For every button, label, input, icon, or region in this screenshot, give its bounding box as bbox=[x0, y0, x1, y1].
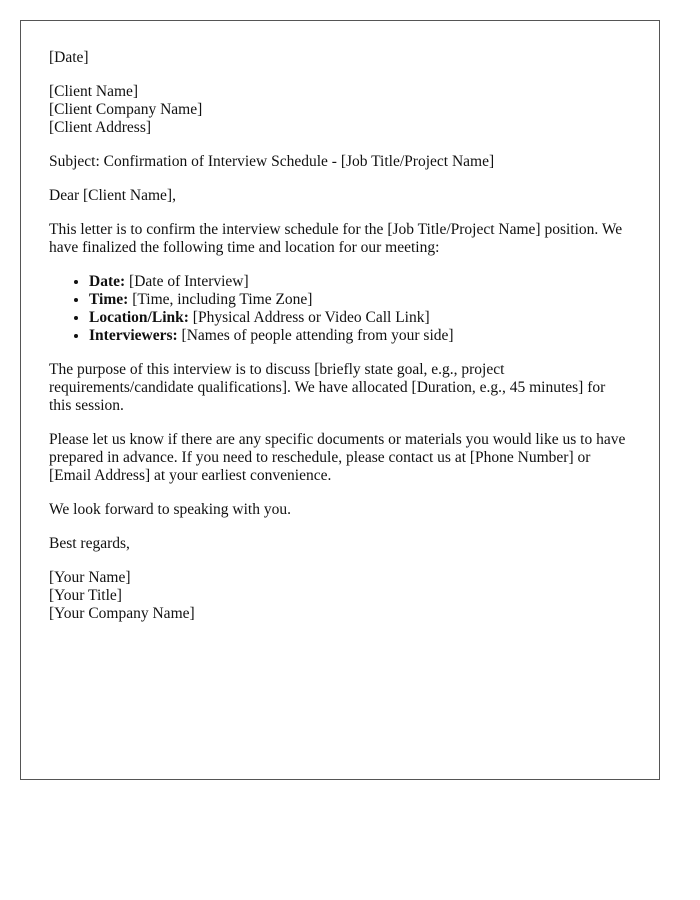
sender-block bbox=[49, 569, 631, 623]
detail-value-date: [Date of Interview] bbox=[125, 273, 249, 290]
detail-label-location: Location/Link: bbox=[89, 309, 189, 326]
letter-salutation: Dear [Client Name], bbox=[49, 187, 176, 204]
detail-label-time: Time: bbox=[89, 291, 129, 308]
detail-value-location: [Physical Address or Video Call Link] bbox=[188, 309, 430, 326]
list-item bbox=[89, 309, 631, 327]
intro-paragraph: This letter is to confirm the interview schedule for the [Job Title/Project Name] position. We have finalized the following time and location for our meeting: bbox=[49, 221, 623, 256]
closing-line: We look forward to speaking with you. bbox=[49, 501, 291, 518]
signoff: Best regards, bbox=[49, 535, 130, 552]
detail-value-interviewers: [Names of people attending from your side] bbox=[177, 327, 454, 344]
recipient-address: [Client Address] bbox=[49, 119, 152, 136]
sender-company: [Your Company Name] bbox=[49, 605, 195, 622]
list-item bbox=[89, 327, 631, 345]
documents-paragraph: Please let us know if there are any specific documents or materials you would like us to have prepared in advance. If you need to reschedule, please contact us at [Phone Number] or [Email Address] at your earliest convenience. bbox=[49, 431, 626, 484]
letter-subject: Subject: Confirmation of Interview Schedule - [Job Title/Project Name] bbox=[49, 153, 495, 170]
letter-date: [Date] bbox=[49, 49, 89, 66]
detail-label-interviewers: Interviewers: bbox=[89, 327, 178, 344]
recipient-name: [Client Name] bbox=[49, 83, 139, 100]
recipient-company: [Client Company Name] bbox=[49, 101, 203, 118]
list-item bbox=[89, 273, 631, 291]
list-item bbox=[89, 291, 631, 309]
purpose-paragraph: The purpose of this interview is to discuss [briefly state goal, e.g., project requirements/candidate qualifications]. We have allocated [Duration, e.g., 45 minutes] for this session. bbox=[49, 361, 606, 414]
interview-details-list bbox=[49, 273, 631, 345]
sender-title: [Your Title] bbox=[49, 587, 122, 604]
detail-value-time: [Time, including Time Zone] bbox=[128, 291, 313, 308]
sender-name: [Your Name] bbox=[49, 569, 131, 586]
letter-page bbox=[20, 20, 660, 780]
recipient-block bbox=[49, 83, 631, 137]
detail-label-date: Date: bbox=[89, 273, 126, 290]
